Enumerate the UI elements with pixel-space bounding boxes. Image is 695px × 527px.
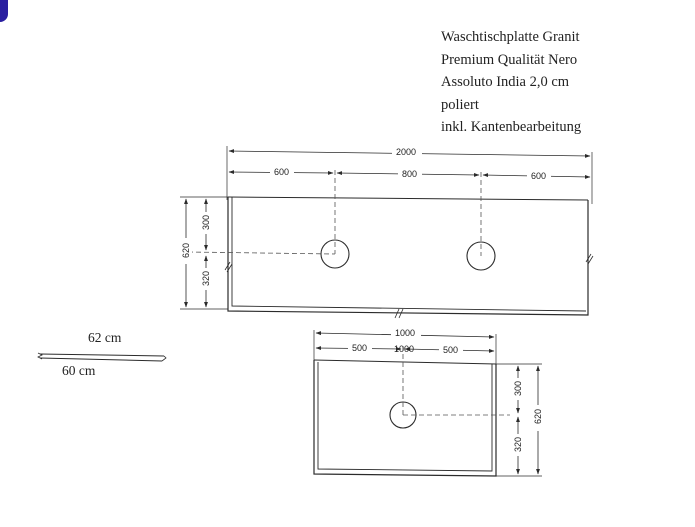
edge-profile-label-bottom: 60 cm (62, 363, 96, 378)
label-segment-left-small: 500 (352, 343, 368, 353)
label-segment-left-large: 600 (274, 167, 290, 177)
label-height-large: 620 (181, 242, 191, 258)
label-height-lower-large: 320 (201, 270, 211, 286)
edge-profile-top-line (40, 354, 164, 356)
label-segment-right-small: 500 (443, 345, 459, 355)
description-line-1: Waschtischplatte Granit (441, 29, 580, 45)
large-top-outline (228, 197, 588, 315)
large-top-outline-inner (232, 197, 586, 311)
label-total-width-small: 1000 (395, 328, 416, 338)
label-total-width-large: 2000 (396, 147, 417, 157)
large-break-right (586, 254, 593, 264)
label-height-small: 620 (533, 408, 543, 424)
label-segment-center-small: 1000 (394, 344, 415, 354)
small-top-outline (314, 360, 496, 476)
edge-profile-bottom-line (40, 358, 162, 361)
label-segment-right-large: 600 (531, 171, 547, 181)
label-height-upper-large: 300 (201, 214, 211, 230)
small-top-back-edge (314, 360, 496, 364)
large-axis-horizontal (188, 252, 335, 254)
edge-profile-label-top: 62 cm (88, 330, 122, 345)
large-top-back-edge (228, 197, 588, 200)
label-height-upper-small: 300 (513, 380, 523, 396)
small-top-outline-inner (318, 362, 492, 471)
description-line-5: inkl. Kantenbearbeitung (441, 119, 582, 135)
label-segment-middle-large: 800 (402, 169, 418, 179)
edge-profile-sketch (38, 353, 166, 361)
label-height-lower-small: 320 (513, 436, 523, 452)
description-line-2: Premium Qualität Nero (441, 51, 578, 68)
description-line-4: poliert (441, 96, 479, 113)
edge-profile-end-right (162, 356, 166, 361)
description-line-3: Assoluto India 2,0 cm (441, 74, 570, 90)
